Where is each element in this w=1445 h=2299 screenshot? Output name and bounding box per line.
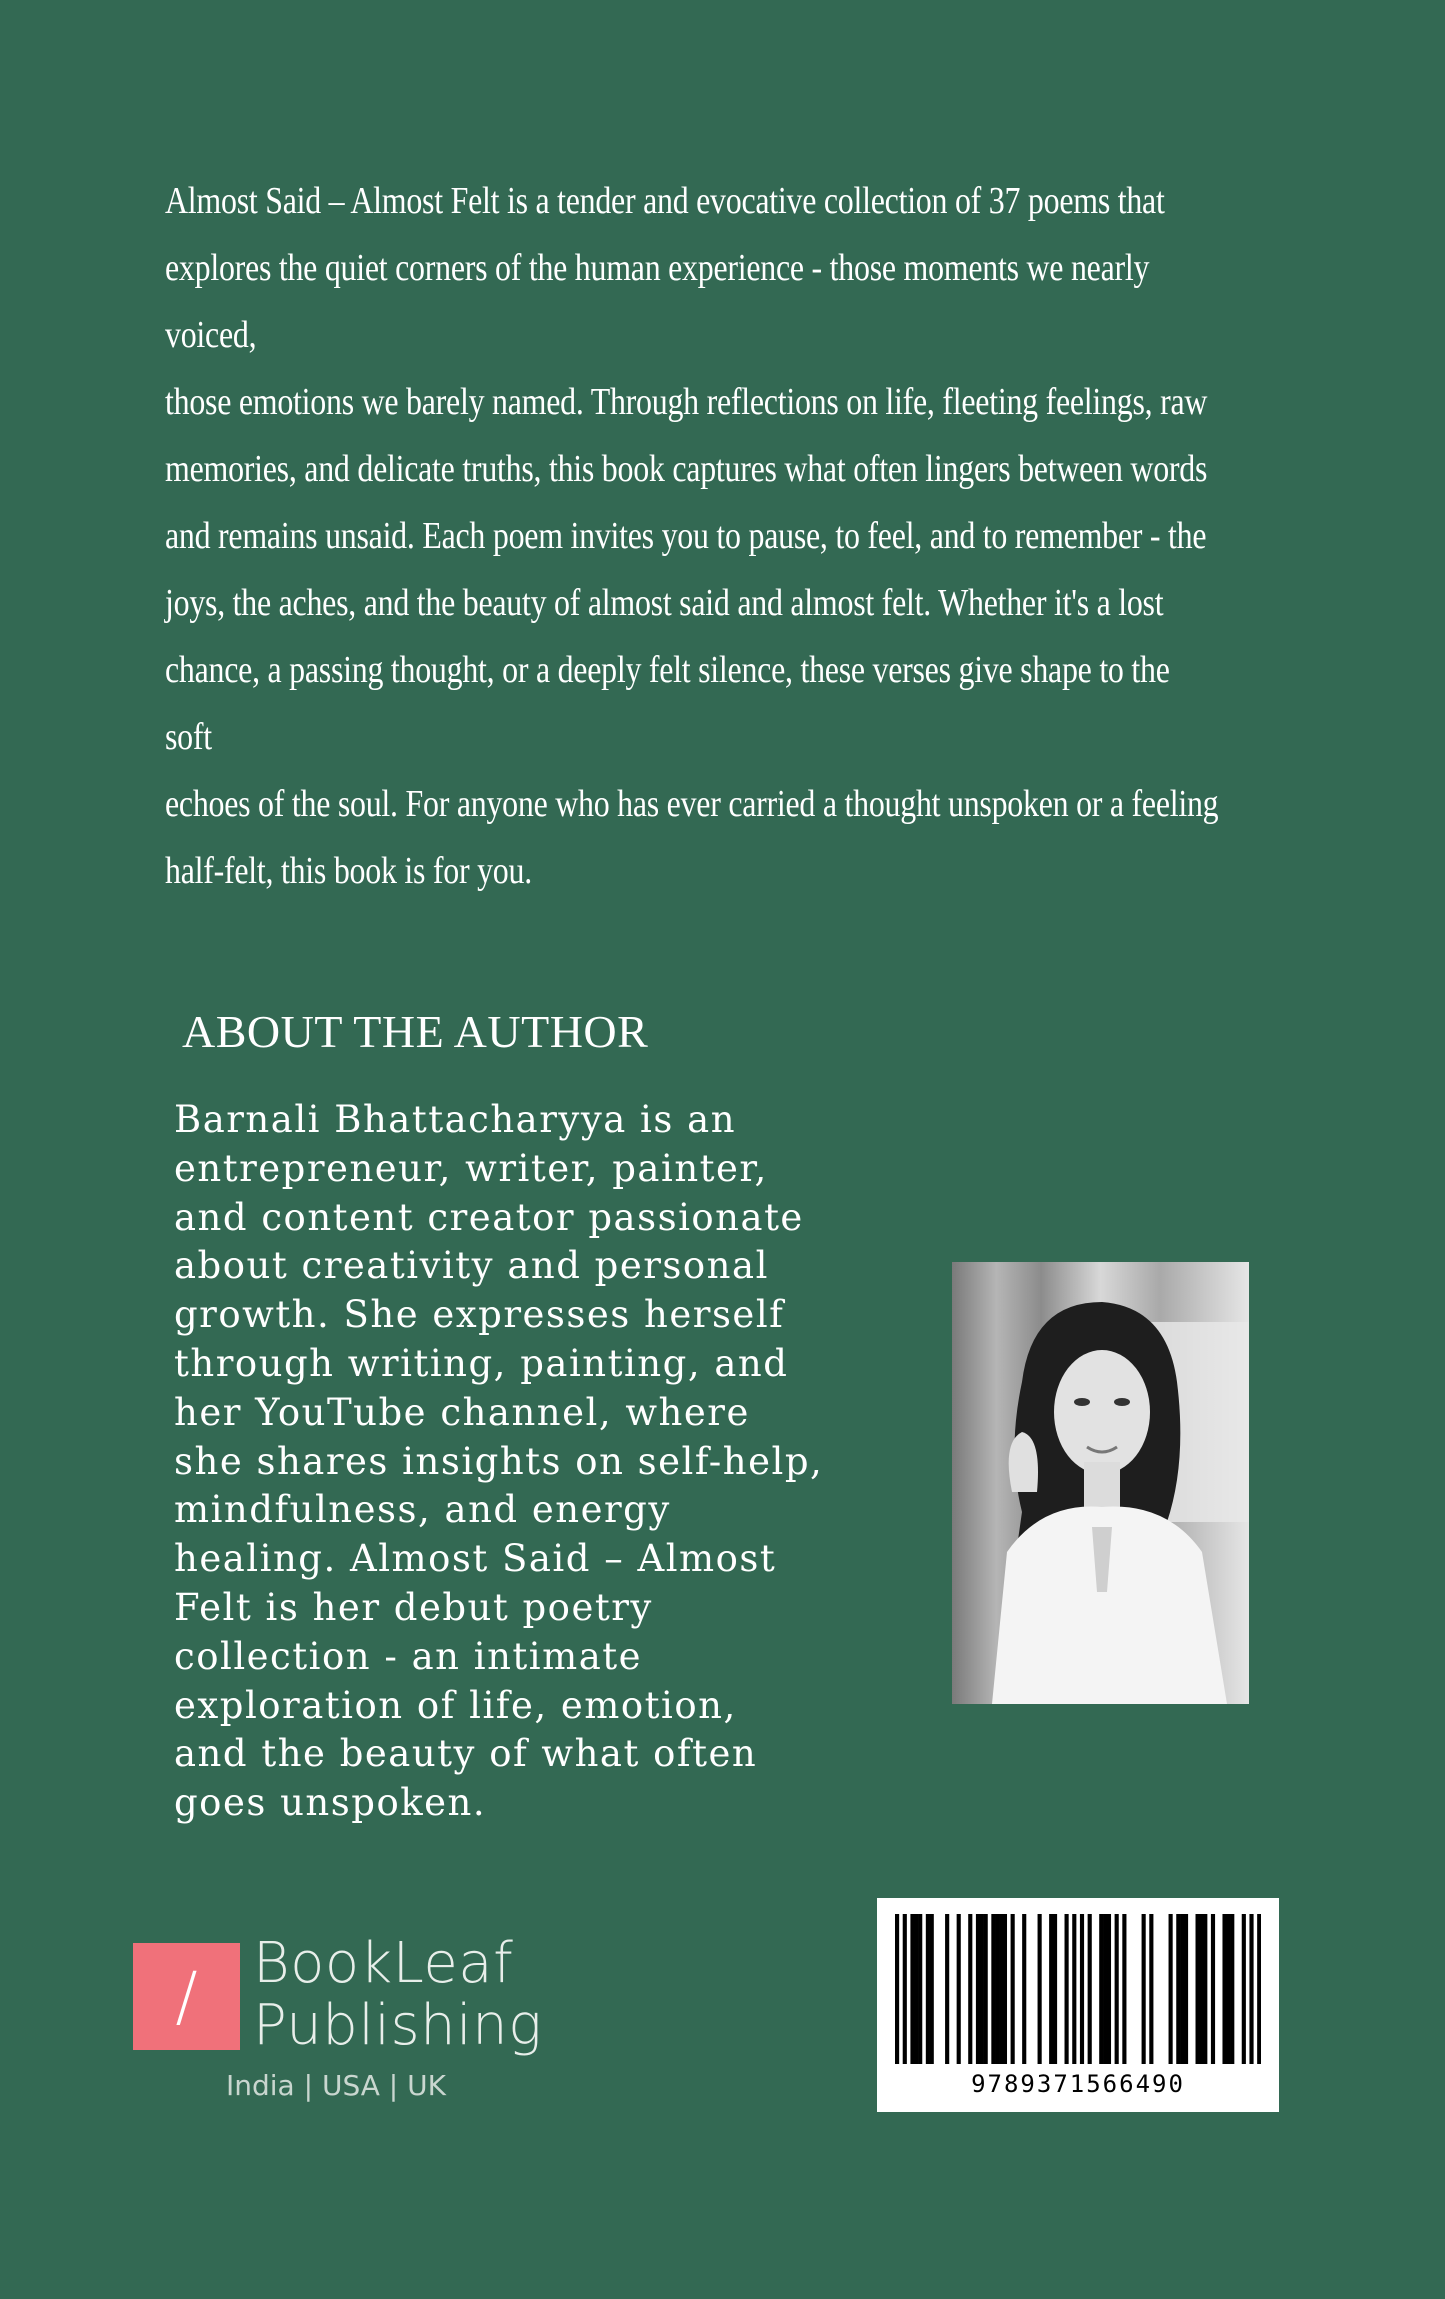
barcode-bar xyxy=(1249,1914,1253,2064)
barcode-bar xyxy=(895,1914,899,2064)
barcode-bar xyxy=(1226,1914,1230,2064)
bio-line: mindfulness, and energy xyxy=(174,1488,671,1532)
barcode-bar xyxy=(1099,1914,1103,2064)
barcode-bar xyxy=(1065,1914,1069,2064)
publisher-regions: India | USA | UK xyxy=(226,2069,446,2102)
isbn-number: 9789371566490 xyxy=(971,2070,1185,2098)
barcode-bar xyxy=(1038,1914,1042,2064)
publisher-name-line1: BookLeaf xyxy=(253,1931,514,1996)
barcode-bar xyxy=(1242,1914,1246,2064)
barcode-bar xyxy=(957,1914,961,2064)
barcode-bar xyxy=(968,1914,972,2064)
blurb-line: memories, and delicate truths, this book captures what often lingers between words xyxy=(165,448,1208,490)
bio-line: through writing, painting, and xyxy=(174,1341,789,1385)
barcode-bar xyxy=(1203,1914,1207,2064)
barcode-bar xyxy=(926,1914,930,2064)
barcode-bar xyxy=(1149,1914,1153,2064)
barcode-bar xyxy=(980,1914,984,2064)
publisher-name-line2: Publishing xyxy=(253,1993,543,2058)
barcode-bar xyxy=(991,1914,995,2064)
barcode-bar xyxy=(918,1914,922,2064)
barcode-bar xyxy=(1072,1914,1076,2064)
back-cover-blurb xyxy=(165,168,1223,905)
isbn-barcode xyxy=(877,1898,1279,2112)
barcode-bar xyxy=(1230,1914,1234,2064)
barcode-bar xyxy=(1180,1914,1184,2064)
barcode-bar xyxy=(1169,1914,1173,2064)
bio-line: and the beauty of what often xyxy=(174,1732,758,1776)
barcode-bar xyxy=(984,1914,988,2064)
barcode-bar xyxy=(1222,1914,1226,2064)
bio-line: her YouTube channel, where xyxy=(174,1390,750,1434)
bio-line: goes unspoken. xyxy=(174,1781,487,1825)
barcode-bar xyxy=(1122,1914,1126,2064)
barcode-bar xyxy=(1003,1914,1007,2064)
barcode-bar xyxy=(930,1914,934,2064)
bio-line: and content creator passionate xyxy=(174,1195,804,1239)
bio-line: entrepreneur, writer, painter, xyxy=(174,1146,768,1190)
barcode-bar xyxy=(1142,1914,1146,2064)
barcode-bar xyxy=(1053,1914,1057,2064)
bio-line: healing. Almost Said – Almost xyxy=(174,1537,777,1581)
barcode-bar xyxy=(945,1914,949,2064)
barcode-bar xyxy=(914,1914,918,2064)
author-photo xyxy=(952,1262,1249,1704)
barcode-bar xyxy=(995,1914,999,2064)
bio-line: exploration of life, emotion, xyxy=(174,1683,737,1727)
logo-slash-icon: / xyxy=(175,1958,198,2035)
bio-line: collection - an intimate xyxy=(174,1634,643,1678)
blurb-line: joys, the aches, and the beauty of almost said and almost felt. Whether it's a lost xyxy=(165,582,1164,624)
barcode-bar xyxy=(1211,1914,1215,2064)
barcode-bars xyxy=(895,1914,1261,2064)
barcode-bar xyxy=(1049,1914,1053,2064)
barcode-bar xyxy=(903,1914,907,2064)
barcode-bar xyxy=(1257,1914,1261,2064)
barcode-bar xyxy=(1199,1914,1203,2064)
barcode-bar xyxy=(1196,1914,1200,2064)
blurb-line: those emotions we barely named. Through reflections on life, fleeting feelings, raw xyxy=(165,381,1208,423)
barcode-bar xyxy=(910,1914,914,2064)
barcode-bar xyxy=(1011,1914,1015,2064)
about-the-author-heading: ABOUT THE AUTHOR xyxy=(182,1006,649,1057)
blurb-line: explores the quiet corners of the human experience - those moments we nearly voiced, xyxy=(165,247,1150,356)
barcode-bar xyxy=(1080,1914,1084,2064)
barcode-bar xyxy=(1022,1914,1026,2064)
bio-line: about creativity and personal xyxy=(174,1244,769,1288)
barcode-bar xyxy=(1115,1914,1119,2064)
author-bio xyxy=(174,1096,954,1828)
blurb-line: and remains unsaid. Each poem invites you to pause, to feel, and to remember - the xyxy=(165,515,1207,557)
barcode-bar xyxy=(1176,1914,1180,2064)
bio-line: Barnali Bhattacharyya is an xyxy=(174,1098,737,1141)
blurb-line: echoes of the soul. For anyone who has ever carried a thought unspoken or a feeling xyxy=(165,783,1219,825)
blurb-line: Almost Said – Almost Felt is a tender and evocative collection of 37 poems that xyxy=(165,180,1165,222)
barcode-bar xyxy=(1088,1914,1092,2064)
blurb-line: chance, a passing thought, or a deeply felt silence, these verses give shape to the soft xyxy=(165,649,1170,758)
bio-line: Felt is her debut poetry xyxy=(174,1585,653,1629)
barcode-bar xyxy=(1103,1914,1107,2064)
barcode-bar xyxy=(1107,1914,1111,2064)
blurb-line: half-felt, this book is for you. xyxy=(165,850,532,892)
barcode-bar xyxy=(1184,1914,1188,2064)
barcode-bar xyxy=(976,1914,980,2064)
bio-line: she shares insights on self-help, xyxy=(174,1439,824,1483)
bio-line: growth. She expresses herself xyxy=(174,1293,785,1337)
barcode-bar xyxy=(999,1914,1003,2064)
